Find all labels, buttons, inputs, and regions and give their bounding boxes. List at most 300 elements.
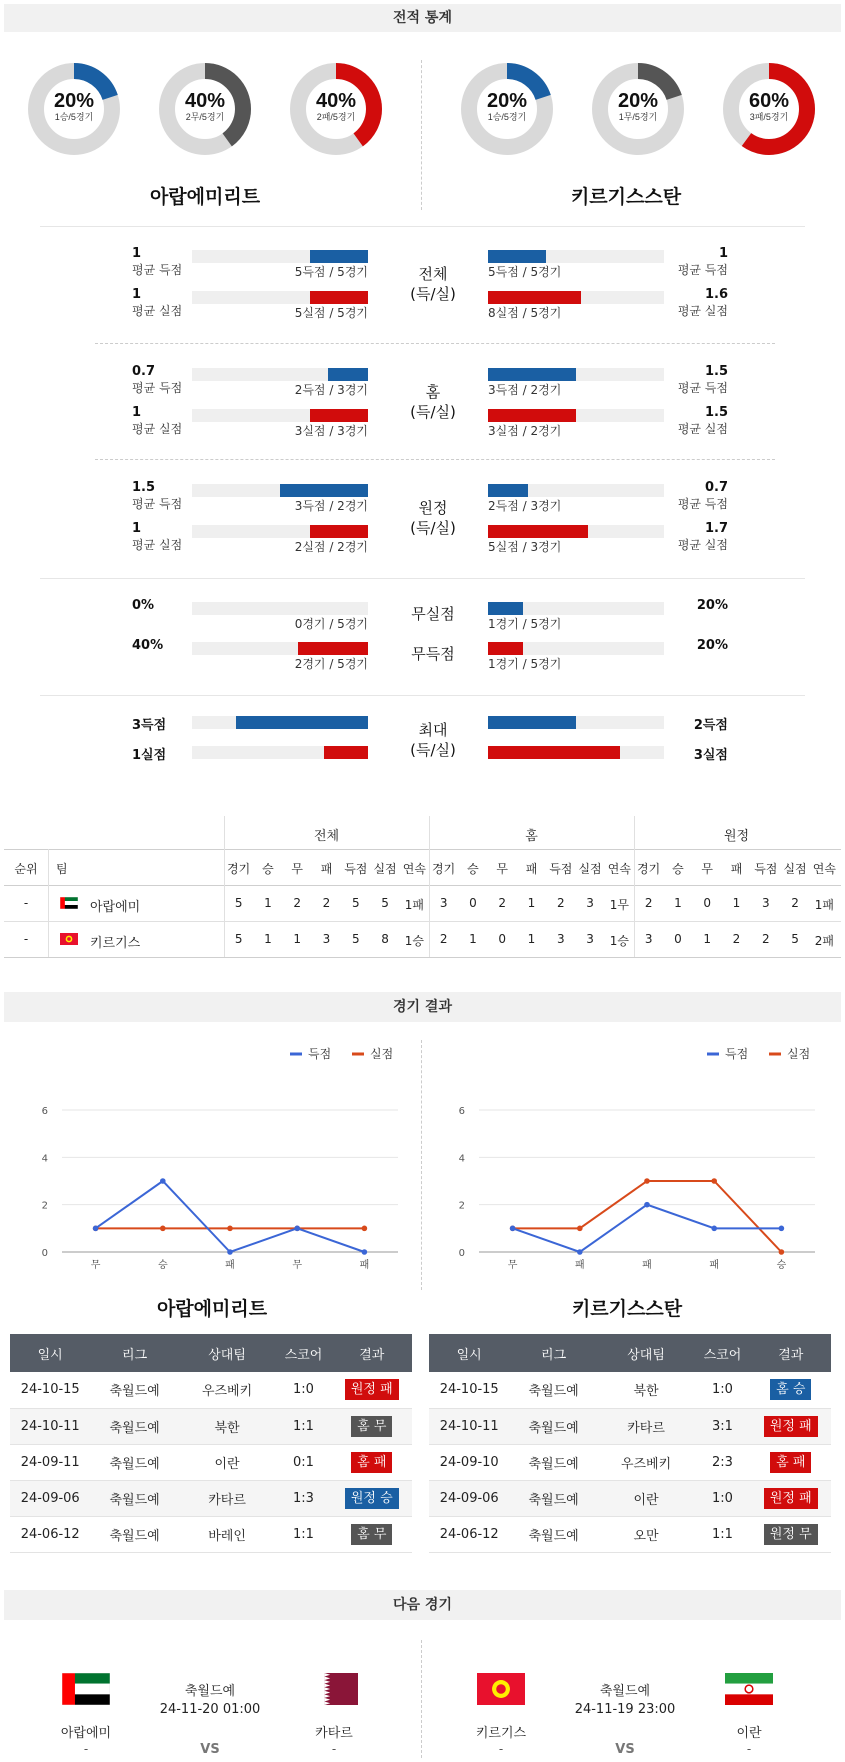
- stat-detail: 2경기 / 5경기: [294, 657, 368, 671]
- standings-cell: 1: [293, 932, 302, 946]
- stat-category-label: [393, 264, 473, 304]
- result-opponent: 카타르: [598, 1408, 694, 1444]
- table-row[interactable]: [10, 1408, 412, 1444]
- stat-value: 1: [132, 405, 142, 420]
- standings-col-header: 승: [262, 862, 274, 876]
- stat-category-label: [393, 382, 473, 422]
- table-header-cell: 상대팀: [179, 1334, 275, 1372]
- standings-cell: 5: [351, 932, 360, 946]
- result-score: 3:1: [694, 1408, 750, 1444]
- stat-category-sub: (득/실): [410, 741, 456, 759]
- stat-value: 1: [718, 246, 728, 261]
- standings-col-header: 승: [672, 862, 684, 876]
- standings-cell: 0: [469, 896, 477, 910]
- table-row[interactable]: [429, 1444, 831, 1480]
- result-league: 축월드예: [90, 1444, 178, 1480]
- stat-category-name: 홈: [425, 383, 441, 401]
- standings-cell: 2: [498, 896, 507, 910]
- stat-value: 1: [132, 287, 142, 302]
- standings-cell: 0: [498, 932, 507, 946]
- result-date: 24-09-06: [10, 1480, 90, 1516]
- standings-col-header: 연속: [402, 862, 426, 876]
- result-league: 축월드예: [90, 1480, 178, 1516]
- result-league: 축월드예: [90, 1516, 178, 1552]
- donut-subtext: 1무/5경기: [618, 112, 658, 122]
- donut-subtext: 3패/5경기: [749, 112, 789, 122]
- stat-bar-fill: [310, 250, 368, 263]
- standings-cell: 1: [527, 932, 536, 946]
- stat-category-sub: (득/실): [410, 285, 456, 303]
- standings-team-name[interactable]: 아랍에미: [90, 900, 141, 915]
- standings-col-header: 득점: [754, 862, 778, 876]
- standings-team-name[interactable]: 키르기스: [90, 936, 141, 951]
- standings-cell: 3: [586, 932, 594, 946]
- stat-value: 1.5: [704, 405, 728, 420]
- standings-cell: 1: [527, 896, 536, 910]
- stat-detail: 2득점 / 3경기: [488, 499, 562, 513]
- stat-bar-fill: [488, 409, 576, 422]
- stat-value: 1실점: [132, 748, 167, 763]
- result-score: 1:0: [694, 1480, 750, 1516]
- donut-subtext: 2패/5경기: [316, 112, 356, 122]
- stat-value: 0.7: [704, 480, 728, 495]
- stat-detail: 8실점 / 5경기: [488, 306, 562, 320]
- data-point: [93, 1226, 99, 1232]
- standings-rank-header: 순위: [14, 862, 38, 876]
- result-date: 24-10-15: [429, 1372, 509, 1408]
- next-home-rank: -: [83, 1742, 89, 1756]
- series-line: [513, 1181, 782, 1252]
- stat-label: 평균 실점: [132, 304, 183, 318]
- stat-bar-fill: [298, 642, 368, 655]
- stat-bar-fill: [310, 525, 368, 538]
- result-opponent: 이란: [179, 1444, 275, 1480]
- next-league: 축월드예: [599, 1684, 651, 1699]
- next-match-info: [150, 1683, 270, 1719]
- table-border: [4, 921, 841, 922]
- standings-cell: 5: [234, 932, 243, 946]
- legend-label: 실점: [370, 1047, 394, 1061]
- vs-label: VS: [615, 1742, 635, 1757]
- standings-cell: 3: [644, 932, 653, 946]
- data-point: [362, 1249, 368, 1255]
- stat-detail: 5실점 / 3경기: [488, 540, 562, 554]
- standings-col-header: 경기: [227, 862, 251, 876]
- stat-bar-fill: [280, 484, 368, 497]
- standings-col-header: 실점: [578, 862, 602, 876]
- next-time: 24-11-19 23:00: [574, 1702, 676, 1717]
- table-header-cell: 상대팀: [598, 1334, 694, 1372]
- next-away-rank: -: [331, 1742, 337, 1756]
- divider: [40, 578, 805, 579]
- data-point: [577, 1249, 583, 1255]
- data-point: [577, 1226, 583, 1232]
- y-tick-label: 6: [41, 1106, 48, 1117]
- standings-cell: 2: [439, 932, 448, 946]
- series-line: [96, 1181, 365, 1252]
- result-cell: [332, 1444, 412, 1480]
- table-row[interactable]: [429, 1480, 831, 1516]
- next-home-team[interactable]: 키르기스: [475, 1726, 527, 1741]
- donut-percent: 20%: [486, 90, 528, 112]
- x-tick-label: 패: [642, 1260, 652, 1271]
- table-header-cell: 리그: [90, 1334, 178, 1372]
- next-league: 축월드예: [184, 1684, 236, 1699]
- table-col-divider: [48, 849, 49, 957]
- qat-flag-icon: [310, 1673, 358, 1705]
- stat-detail: 0경기 / 5경기: [294, 617, 368, 631]
- y-tick-label: 2: [458, 1200, 465, 1212]
- uae-flag-icon: [62, 1673, 110, 1705]
- home-team-title: 아랍에미리트: [149, 186, 261, 208]
- vertical-divider: [421, 1040, 422, 1290]
- section-header-results: 경기 결과: [4, 992, 841, 1022]
- x-tick-label: 무: [507, 1260, 518, 1271]
- standings-cell: 3: [586, 896, 594, 910]
- results-table: [429, 1334, 831, 1553]
- standings-col-header: 실점: [783, 862, 807, 876]
- stat-category-sub: (득/실): [410, 519, 456, 537]
- table-header-cell: 결과: [332, 1334, 412, 1372]
- result-date: 24-10-11: [10, 1408, 90, 1444]
- standings-cell: 2: [644, 896, 653, 910]
- result-league: 축월드예: [90, 1408, 178, 1444]
- stat-value: 1: [132, 521, 142, 536]
- result-opponent: 북한: [179, 1408, 275, 1444]
- result-score: 1:3: [275, 1480, 331, 1516]
- stat-label: 평균 실점: [677, 304, 728, 318]
- next-away-team[interactable]: 이란: [736, 1726, 762, 1741]
- divider: [40, 695, 805, 696]
- standings-cell: 2: [791, 896, 799, 910]
- result-badge: 홈 무: [351, 1416, 392, 1437]
- stat-bar-fill: [488, 368, 576, 381]
- data-point: [779, 1226, 785, 1232]
- stat-label: 평균 득점: [677, 497, 728, 511]
- standings-cell: 5: [381, 896, 389, 910]
- standings-cell: 1: [469, 932, 477, 946]
- x-tick-label: 패: [709, 1260, 720, 1271]
- table-border: [4, 849, 841, 850]
- x-tick-label: 무: [292, 1260, 303, 1271]
- result-score: 1:0: [275, 1372, 331, 1408]
- result-badge: 홈 승: [770, 1379, 811, 1400]
- stat-value: 2득점: [693, 718, 728, 733]
- result-badge: 홈 무: [351, 1524, 392, 1545]
- stat-value: 3실점: [693, 748, 728, 763]
- result-badge: 홈 패: [351, 1452, 392, 1473]
- standings-cell: 3: [322, 932, 331, 946]
- result-date: 24-10-11: [429, 1408, 509, 1444]
- data-point: [227, 1249, 233, 1255]
- donut-percent: 40%: [315, 90, 357, 112]
- y-tick-label: 0: [458, 1248, 465, 1259]
- standings-cell: 1: [264, 896, 272, 910]
- stat-detail: 2실점 / 2경기: [294, 540, 368, 554]
- stat-bar-fill: [488, 484, 528, 497]
- divider: [95, 459, 775, 460]
- table-row[interactable]: [429, 1408, 831, 1444]
- donut-subtext: 1승/5경기: [487, 112, 527, 122]
- table-header-cell: 일시: [10, 1334, 90, 1372]
- divider: [95, 343, 775, 344]
- result-league: 축월드예: [509, 1372, 597, 1408]
- kgz-flag-icon: [477, 1673, 525, 1705]
- stat-detail: 5득점 / 5경기: [488, 265, 562, 279]
- table-header-cell: 결과: [751, 1334, 831, 1372]
- standings-cell: 3: [556, 932, 565, 946]
- data-point: [510, 1226, 516, 1232]
- y-tick-label: 4: [458, 1153, 465, 1165]
- standings-col-header: 득점: [549, 862, 573, 876]
- next-home-team[interactable]: 아랍에미: [60, 1726, 112, 1741]
- data-point: [644, 1202, 650, 1208]
- data-point: [711, 1178, 717, 1184]
- table-row[interactable]: [10, 1480, 412, 1516]
- stat-category-name: 원정: [418, 499, 448, 517]
- table-header-cell: 리그: [509, 1334, 597, 1372]
- donut-label: [460, 90, 554, 123]
- stat-label: 평균 실점: [132, 538, 183, 552]
- y-tick-label: 4: [41, 1153, 48, 1165]
- section-header-record: 전적 통계: [4, 4, 841, 32]
- standings-cell: 1승: [404, 934, 424, 948]
- result-date: 24-06-12: [10, 1516, 90, 1552]
- result-date: 24-09-10: [429, 1444, 509, 1480]
- divider: [40, 226, 805, 227]
- section-header-next: 다음 경기: [4, 1590, 841, 1620]
- standings-cell: 1: [264, 932, 272, 946]
- table-row[interactable]: [10, 1372, 412, 1408]
- standings-cell: 1: [703, 932, 712, 946]
- next-home-rank: -: [498, 1742, 504, 1756]
- standings-cell: 2: [322, 896, 331, 910]
- results-table: [10, 1334, 412, 1553]
- result-score: 2:3: [694, 1444, 750, 1480]
- x-tick-label: 승: [776, 1260, 787, 1271]
- uae-flag-icon: [60, 897, 78, 909]
- result-score: 0:1: [275, 1444, 331, 1480]
- standings-col-header: 경기: [432, 862, 456, 876]
- stat-value: 40%: [132, 638, 164, 653]
- away-results-chart: [437, 1040, 837, 1280]
- standings-cell: 1패: [404, 898, 424, 912]
- stat-bar-fill: [236, 716, 368, 729]
- donut-percent: 60%: [748, 90, 790, 112]
- stat-category-label: 무득점: [411, 645, 455, 663]
- stat-detail: 3실점 / 2경기: [488, 424, 562, 438]
- data-point: [294, 1226, 300, 1232]
- stat-label: 평균 실점: [132, 422, 183, 436]
- away-results-team-title: 키르기스스탄: [571, 1298, 683, 1320]
- stat-value: 20%: [696, 598, 728, 613]
- stat-label: 평균 실점: [677, 538, 728, 552]
- stat-label: 평균 득점: [132, 497, 183, 511]
- stat-detail: 3득점 / 2경기: [294, 499, 368, 513]
- result-cell: [751, 1444, 831, 1480]
- stat-value: 0.7: [132, 364, 156, 379]
- stat-value: 20%: [696, 638, 728, 653]
- vertical-divider: [421, 1640, 422, 1758]
- standings-col-header: 무: [701, 862, 713, 876]
- table-row[interactable]: [10, 1444, 412, 1480]
- result-league: 축월드예: [509, 1444, 597, 1480]
- standings-col-header: 실점: [373, 862, 397, 876]
- donut-label: [158, 90, 252, 123]
- table-header-cell: 스코어: [275, 1334, 331, 1372]
- stat-value: 0%: [132, 598, 155, 613]
- result-score: 1:1: [694, 1516, 750, 1552]
- data-point: [227, 1226, 233, 1232]
- home-results-team-title: 아랍에미리트: [156, 1298, 268, 1320]
- x-tick-label: 패: [574, 1260, 585, 1271]
- donut-percent: 20%: [617, 90, 659, 112]
- standings-cell: 0: [674, 932, 682, 946]
- vertical-divider: [421, 60, 422, 210]
- next-away-rank: -: [746, 1742, 752, 1756]
- standings-cell: 0: [703, 896, 712, 910]
- table-row[interactable]: [429, 1516, 831, 1552]
- stat-value: 1: [132, 246, 142, 261]
- vs-label: VS: [200, 1742, 220, 1757]
- donut-percent: 40%: [184, 90, 226, 112]
- result-badge: 원정 패: [764, 1416, 818, 1437]
- stat-detail: 3득점 / 2경기: [488, 383, 562, 397]
- stat-value: 1.7: [704, 521, 728, 536]
- result-badge: 홈 패: [770, 1452, 811, 1473]
- result-cell: [332, 1372, 412, 1408]
- standings-team-header: 팀: [56, 862, 68, 876]
- stat-detail: 1경기 / 5경기: [488, 657, 562, 671]
- table-header-row: [10, 1334, 412, 1372]
- stat-detail: 2득점 / 3경기: [294, 383, 368, 397]
- stat-bar-fill: [488, 291, 581, 304]
- x-tick-label: 무: [90, 1260, 101, 1271]
- result-cell: [751, 1372, 831, 1408]
- standings-cell: 2: [761, 932, 770, 946]
- stat-bar-fill: [488, 525, 588, 538]
- stat-bar-fill: [328, 368, 368, 381]
- result-opponent: 이란: [598, 1480, 694, 1516]
- stat-label: 평균 득점: [132, 381, 183, 395]
- table-row[interactable]: [10, 1516, 412, 1552]
- stat-bar-fill: [310, 409, 368, 422]
- stat-bar-fill: [310, 291, 368, 304]
- data-point: [160, 1226, 166, 1232]
- x-tick-label: 패: [225, 1260, 235, 1271]
- standings-col-header: 무: [496, 862, 508, 876]
- table-border: [4, 885, 841, 886]
- result-league: 축월드예: [90, 1372, 178, 1408]
- stat-bar-track: [192, 602, 368, 615]
- stat-label: 평균 득점: [677, 381, 728, 395]
- result-cell: [751, 1408, 831, 1444]
- stat-category-label: 무실점: [411, 605, 455, 623]
- data-point: [711, 1226, 717, 1232]
- stat-bar-fill: [324, 746, 368, 759]
- irn-flag-icon: [725, 1673, 773, 1705]
- kgz-flag-icon: [60, 933, 78, 945]
- result-score: 1:0: [694, 1372, 750, 1408]
- standings-group-header: 홈: [525, 829, 538, 844]
- stat-bar-fill: [488, 602, 523, 615]
- standings-rank: -: [23, 932, 29, 946]
- stat-bar-fill: [488, 642, 523, 655]
- table-header-row: [429, 1334, 831, 1372]
- standings-cell: 3: [439, 896, 448, 910]
- stat-value: 1.5: [704, 364, 728, 379]
- data-point: [644, 1178, 650, 1184]
- standings-col-header: 연속: [812, 862, 836, 876]
- stat-label: 평균 실점: [677, 422, 728, 436]
- standings-cell: 2: [556, 896, 565, 910]
- standings-cell: 1무: [609, 898, 629, 912]
- result-date: 24-09-11: [10, 1444, 90, 1480]
- standings-col-header: 패: [525, 862, 538, 876]
- standings-cell: 1: [732, 896, 741, 910]
- data-point: [779, 1249, 785, 1255]
- donut-percent: 20%: [53, 90, 95, 112]
- donut-label: [289, 90, 383, 123]
- table-header-cell: 일시: [429, 1334, 509, 1372]
- stat-bar-fill: [488, 746, 620, 759]
- stat-detail: 5실점 / 5경기: [294, 306, 368, 320]
- data-point: [362, 1226, 368, 1232]
- legend-label: 실점: [787, 1047, 811, 1061]
- standings-cell: 5: [234, 896, 243, 910]
- legend-label: 득점: [308, 1047, 332, 1061]
- standings-cell: 1패: [814, 898, 834, 912]
- result-opponent: 바레인: [179, 1516, 275, 1552]
- result-badge: 원정 승: [345, 1488, 399, 1509]
- standings-col-header: 경기: [637, 862, 661, 876]
- stat-detail: 3실점 / 3경기: [294, 424, 368, 438]
- stat-category-name: 최대: [418, 721, 448, 739]
- stat-detail: 1경기 / 5경기: [488, 617, 562, 631]
- donut-label: [591, 90, 685, 123]
- stat-category-sub: (득/실): [410, 403, 456, 421]
- result-cell: [332, 1408, 412, 1444]
- next-time: 24-11-20 01:00: [159, 1702, 261, 1717]
- away-team-title: 키르기스스탄: [570, 186, 682, 208]
- stat-value: 1.5: [132, 480, 156, 495]
- standings-cell: 1승: [609, 934, 629, 948]
- stat-category-label: [393, 498, 473, 538]
- stat-value: 3득점: [132, 718, 167, 733]
- result-league: 축월드예: [509, 1408, 597, 1444]
- next-away-team[interactable]: 카타르: [315, 1726, 353, 1741]
- donut-subtext: 1승/5경기: [54, 112, 94, 122]
- y-tick-label: 2: [41, 1200, 48, 1212]
- donut-subtext: 2무/5경기: [185, 112, 225, 122]
- result-cell: [751, 1480, 831, 1516]
- result-badge: 원정 패: [345, 1379, 399, 1400]
- result-opponent: 카타르: [179, 1480, 275, 1516]
- result-cell: [332, 1480, 412, 1516]
- next-match-info: [565, 1683, 685, 1719]
- legend-label: 득점: [725, 1047, 749, 1061]
- standings-cell: 2: [732, 932, 741, 946]
- y-tick-label: 0: [41, 1248, 48, 1259]
- stat-category-label: [393, 720, 473, 760]
- result-cell: [332, 1516, 412, 1552]
- result-opponent: 북한: [598, 1372, 694, 1408]
- standings-group-header: 원정: [723, 829, 750, 844]
- stat-category-name: 전체: [418, 265, 448, 283]
- standings-cell: 5: [351, 896, 360, 910]
- standings-col-header: 패: [730, 862, 743, 876]
- table-row[interactable]: [429, 1372, 831, 1408]
